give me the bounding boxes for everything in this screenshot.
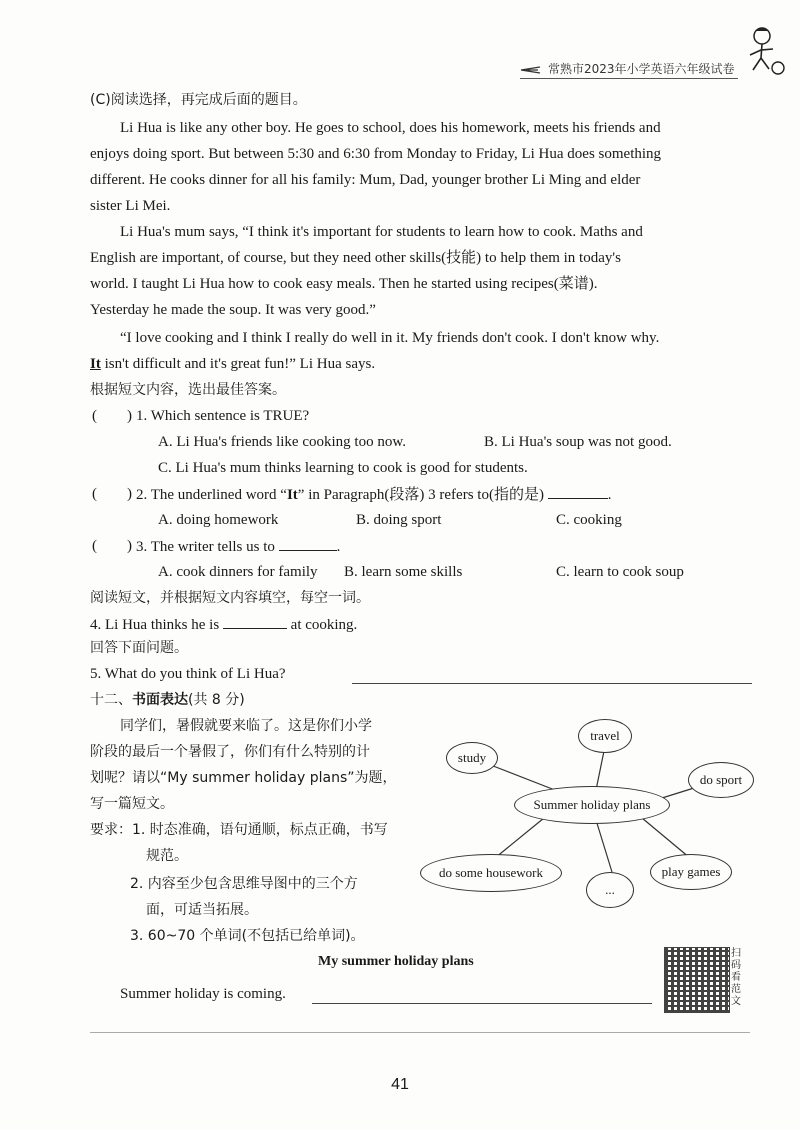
mindmap-node-study: study	[446, 742, 498, 774]
q2-end: .	[607, 487, 612, 503]
essay-title: My summer holiday plans	[318, 954, 474, 969]
q1-option-c: C. Li Hua's mum thinks learning to cook is good for students.	[158, 460, 528, 476]
section-c-heading: (C)阅读选择，再完成后面的题目。	[90, 92, 307, 108]
passage-p1-line-1: Li Hua is like any other boy. He goes to school, does his homework, meets his friends and	[120, 120, 661, 136]
requirement-2-cont: 面，可适当拓展。	[146, 902, 258, 918]
q1-option-b: B. Li Hua's soup was not good.	[484, 434, 672, 450]
instruction-choose: 根据短文内容，选出最佳答案。	[90, 382, 286, 398]
q2-stem-word: It	[286, 487, 298, 503]
passage-p2-line-4: Yesterday he made the soup. It was very good.”	[90, 302, 376, 318]
page-number: 41	[391, 1076, 409, 1093]
q1-answer-paren[interactable]: ( )	[92, 408, 132, 424]
essay-start-text: Summer holiday is coming.	[120, 986, 286, 1002]
mindmap-center-node: Summer holiday plans	[514, 786, 670, 824]
q1-stem: 1. Which sentence is TRUE?	[136, 408, 310, 424]
writing-intro-line-2: 阶段的最后一个暑假了，你们有什么特别的计	[90, 744, 370, 760]
qr-code-icon	[664, 947, 730, 1013]
essay-line-1[interactable]	[312, 1003, 652, 1004]
q2-option-b: B. doing sport	[356, 512, 442, 528]
q2-stem-before: 2. The underlined word “	[136, 487, 287, 503]
underlined-word-it: It	[90, 356, 101, 372]
section-12-number: 十二、	[90, 692, 132, 708]
q3-option-c: C. learn to cook soup	[556, 564, 684, 580]
header-title: 常熟市2023年小学英语六年级试卷	[548, 62, 735, 76]
passage-p2-line-1: Li Hua's mum says, “I think it's important for students to learn how to cook. Maths and	[120, 224, 643, 240]
q5-stem: 5. What do you think of Li Hua?	[90, 666, 286, 682]
writing-intro-line-1: 同学们，暑假就要来临了。这是你们小学	[120, 718, 372, 734]
passage-p1-line-2: enjoys doing sport. But between 5:30 and 6:30 from Monday to Friday, Li Hua does something	[90, 146, 662, 162]
passage-p3-line-2-rest: isn't difficult and it's great fun!” Li Hua says.	[100, 356, 376, 372]
q2-option-a: A. doing homework	[158, 512, 279, 528]
q2-stem-after: ” in Paragraph(段落) 3 refers to(指的是)	[297, 487, 544, 503]
qr-code-label: 扫码看范文	[731, 948, 741, 1007]
mindmap-node-more: ...	[586, 872, 634, 908]
writing-intro-line-4: 写一篇短文。	[90, 796, 174, 812]
q2-option-c: C. cooking	[556, 512, 622, 528]
requirement-1-text: 1. 时态准确，语句通顺，标点正确，书写	[132, 822, 388, 838]
essay-line-2[interactable]	[90, 1032, 750, 1033]
section-12-points: (共 8 分)	[188, 692, 245, 708]
q3-end: .	[336, 539, 341, 555]
mindmap-node-do-sport: do sport	[688, 762, 754, 798]
requirement-1-cont: 规范。	[146, 848, 188, 864]
instruction-answer: 回答下面问题。	[90, 640, 188, 656]
passage-p2-line-2: English are important, of course, but they need other skills(技能) to help them in today's	[90, 250, 621, 266]
q2-answer-paren[interactable]: ( )	[92, 486, 132, 502]
q3-answer-paren[interactable]: ( )	[92, 538, 132, 554]
mindmap-node-do-some-housework: do some housework	[420, 854, 562, 892]
passage-p1-line-4: sister Li Mei.	[90, 198, 171, 214]
section-12-title: 书面表达	[132, 692, 188, 708]
mindmap-node-travel: travel	[578, 719, 632, 753]
q4-before: 4. Li Hua thinks he is	[90, 617, 220, 633]
requirement-label: 要求：	[90, 822, 132, 838]
essay-start	[120, 984, 286, 1004]
q3-option-a: A. cook dinners for family	[158, 564, 318, 580]
passage-p3-line-1: “I love cooking and I think I really do well in it. My friends don't cook. I don't know why.	[120, 330, 660, 346]
q3-stem-text: 3. The writer tells us to	[136, 539, 275, 555]
passage-p1-line-3: different. He cooks dinner for all his family: Mum, Dad, younger brother Li Ming and elder	[90, 172, 641, 188]
requirement-3: 3. 60~70 个单词(不包括已给单词)。	[130, 928, 365, 944]
q3-option-b: B. learn some skills	[344, 564, 463, 580]
requirement-2: 2. 内容至少包含思维导图中的三个方	[130, 876, 358, 892]
q1-option-a: A. Li Hua's friends like cooking too now.	[158, 434, 406, 450]
writing-intro-line-3: 划呢？请以“My summer holiday plans”为题，	[90, 770, 397, 786]
passage-p2-line-3: world. I taught Li Hua how to cook easy meals. Then he started using recipes(菜谱).	[90, 276, 598, 292]
instruction-fill: 阅读短文，并根据短文内容填空，每空一词。	[90, 590, 370, 606]
q4-after: at cooking.	[290, 617, 358, 633]
mindmap-node-play-games: play games	[650, 854, 732, 890]
